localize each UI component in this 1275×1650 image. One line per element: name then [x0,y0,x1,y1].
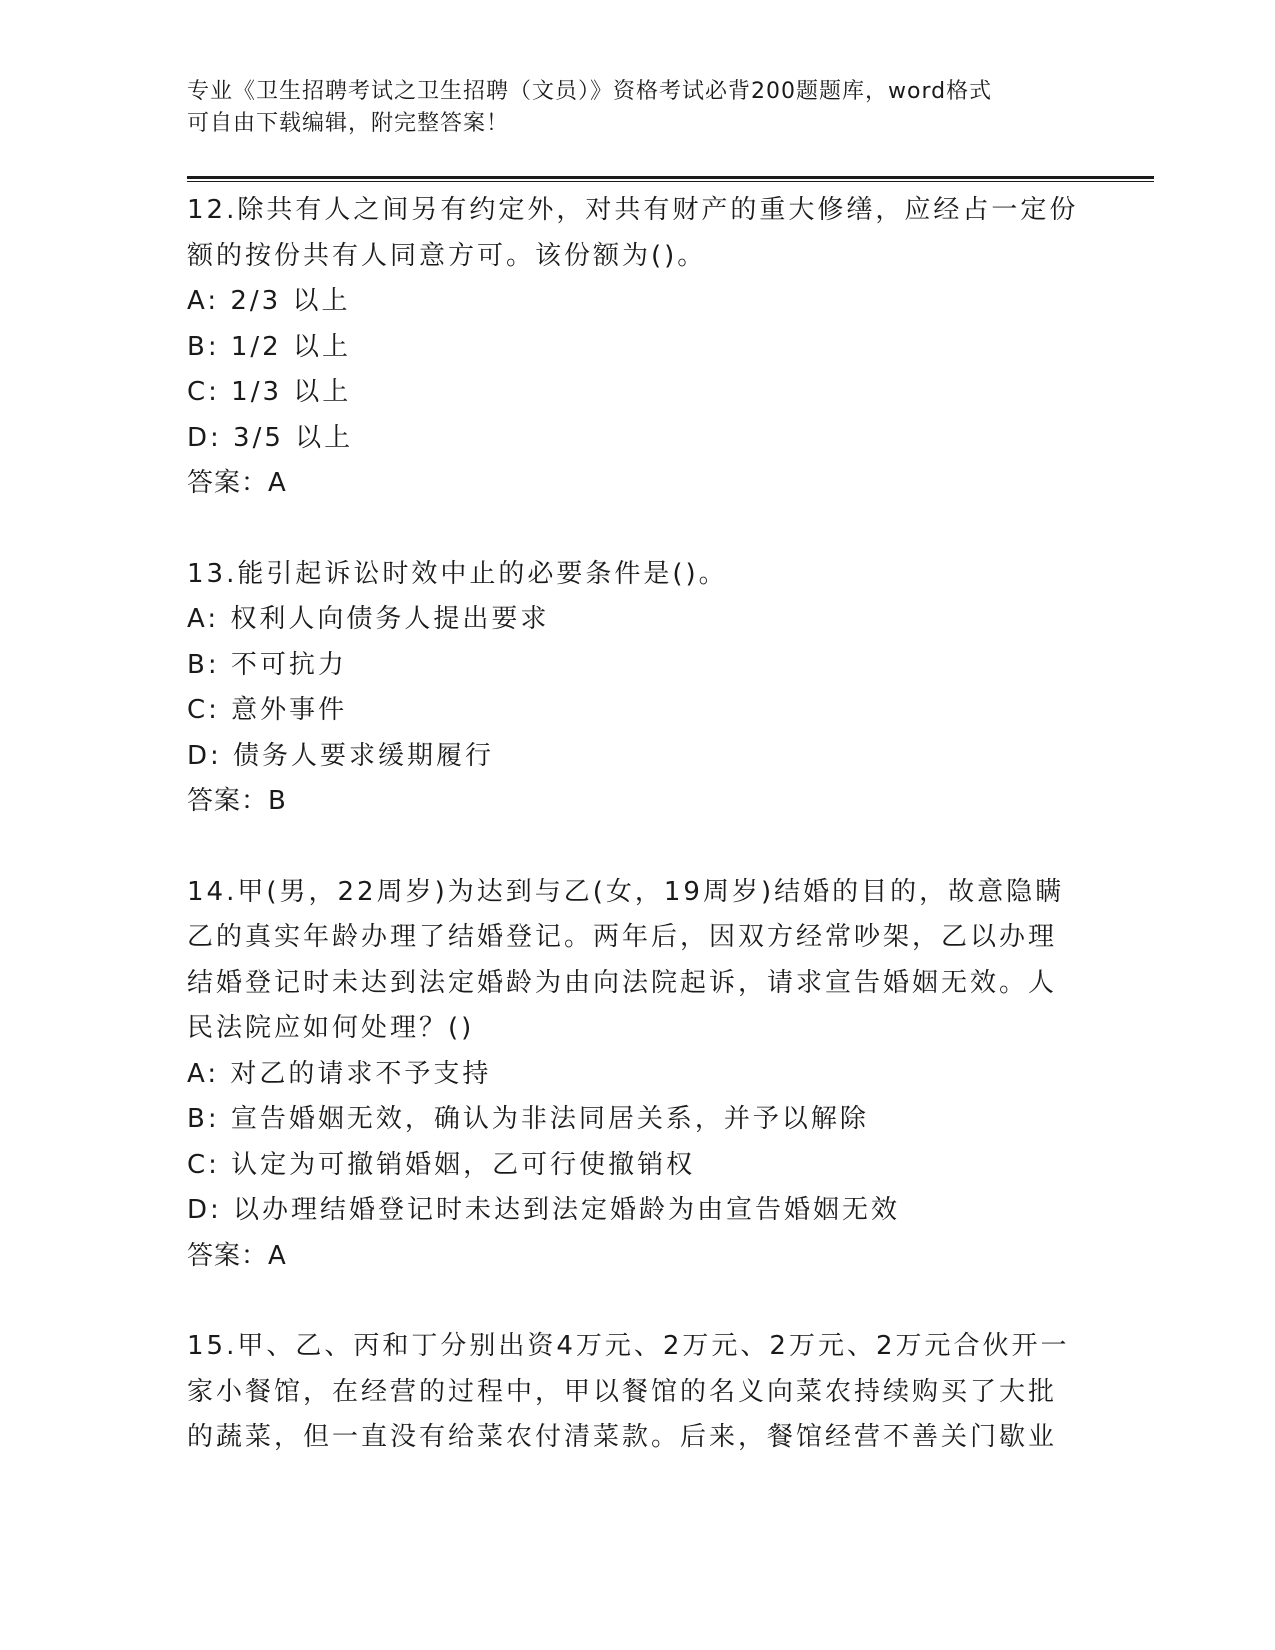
answer: 答案：A [187,1240,287,1271]
question-stem-line: 14.甲(男，22周岁)为达到与乙(女，19周岁)结婚的目的，故意隐瞒 [187,876,1065,907]
question-stem-line: 额的按份共有人同意方可。该份额为()。 [187,240,707,271]
answer: 答案：A [187,468,287,498]
option-b: B: 宣告婚姻无效，确认为非法同居关系，并予以解除 [187,1104,869,1134]
header-title-line-1: 专业《卫生招聘考试之卫生招聘（文员）》资格考试必背200题题库，word格式 [187,79,993,104]
option-c: C: 认定为可撤销婚姻，乙可行使撤销权 [187,1149,696,1180]
header-divider-thin [187,181,1154,182]
option-a: A: 对乙的请求不予支持 [187,1058,492,1089]
option-c: C: 1/3 以上 [187,377,352,407]
question-13 [187,552,1107,825]
question-15 [187,1324,1107,1461]
option-b: B: 1/2 以上 [187,331,351,362]
question-14 [187,870,1107,1280]
header-title-line-2: 可自由下载编辑，附完整答案！ [187,111,510,136]
question-stem-line: 12.除共有人之间另有约定外，对共有财产的重大修缮，应经占一定份 [187,195,1079,225]
option-a: A: 2/3 以上 [187,286,351,316]
question-stem-line: 15.甲、乙、丙和丁分别出资4万元、2万元、2万元、2万元合伙开一 [187,1331,1070,1361]
question-list [187,188,1107,1506]
document-header [187,76,1067,140]
option-d: D: 以办理结婚登记时未达到法定婚龄为由宣告婚姻无效 [187,1195,901,1225]
option-c: C: 意外事件 [187,695,348,725]
answer: 答案：B [187,786,287,816]
question-stem-line: 13.能引起诉讼时效中止的必要条件是()。 [187,558,728,589]
question-stem-line: 的蔬菜，但一直没有给菜农付清菜款。后来，餐馆经营不善关门歇业 [187,1422,1058,1452]
question-12 [187,188,1107,507]
question-stem-line: 家小餐馆，在经营的过程中，甲以餐馆的名义向菜农持续购买了大批 [187,1376,1058,1407]
option-d: D: 债务人要求缓期履行 [187,740,495,771]
question-stem-line: 民法院应如何处理？() [187,1013,475,1043]
header-divider-thick [187,176,1154,179]
option-a: A: 权利人向债务人提出要求 [187,604,550,634]
option-d: D: 3/5 以上 [187,422,354,453]
question-stem-line: 乙的真实年龄办理了结婚登记。两年后，因双方经常吵架，乙以办理 [187,922,1058,952]
question-stem-line: 结婚登记时未达到法定婚龄为由向法院起诉，请求宣告婚姻无效。人 [187,967,1058,998]
option-b: B: 不可抗力 [187,649,347,680]
